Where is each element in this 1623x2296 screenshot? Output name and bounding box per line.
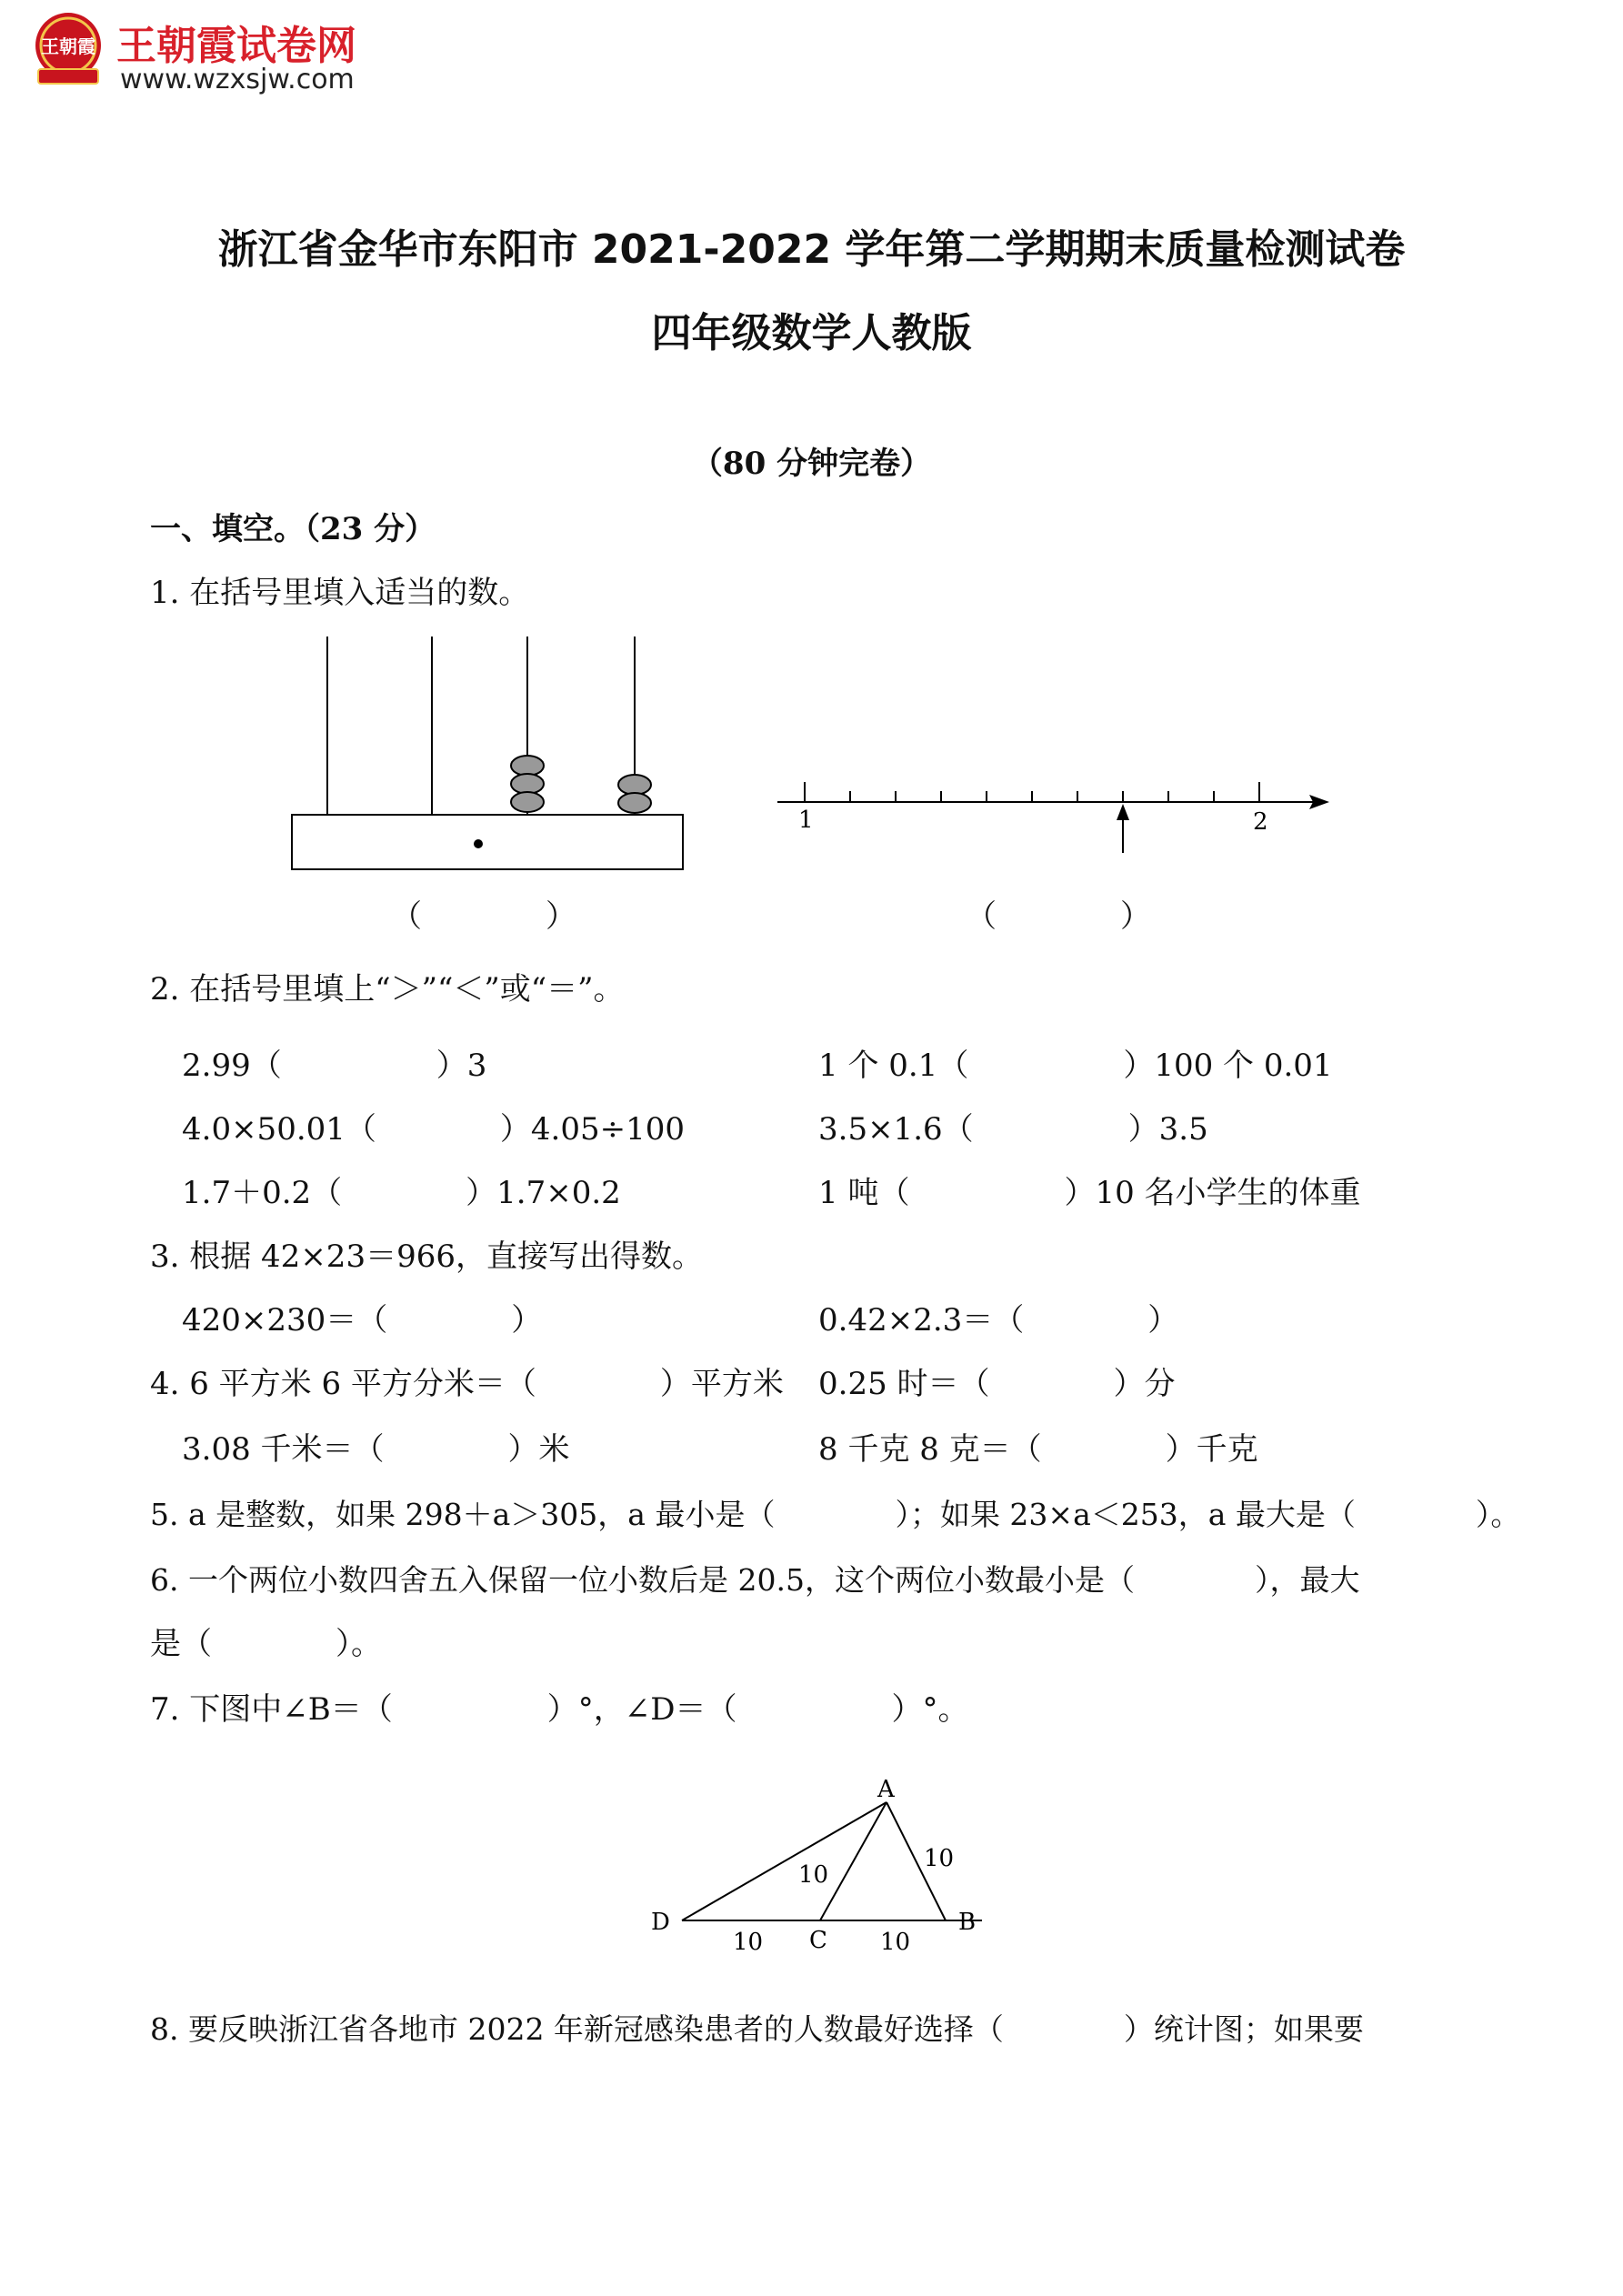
- question-3: 3. 根据 42×23＝966，直接写出得数。: [150, 1238, 703, 1275]
- question-6-cont[interactable]: 是（ ）。: [150, 1626, 382, 1662]
- compare-item[interactable]: 4.0×50.01（ ）4.05÷100: [182, 1111, 685, 1148]
- compare-item[interactable]: 2.99（ ）3: [182, 1048, 487, 1084]
- section-heading: 一、填空。（23 分）: [150, 511, 436, 547]
- question-7[interactable]: 7. 下图中∠B＝（ ）°，∠D＝（ ）°。: [150, 1691, 969, 1728]
- question-8[interactable]: 8. 要反映浙江省各地市 2022 年新冠感染患者的人数最好选择（ ）统计图；如果要: [150, 2011, 1364, 2047]
- unit-item[interactable]: 0.25 时＝（ ）分: [818, 1366, 1176, 1402]
- svg-text:C: C: [809, 1927, 827, 1954]
- page-subtitle: 四年级数学人教版: [651, 310, 972, 356]
- svg-text:1: 1: [798, 807, 814, 834]
- svg-text:B: B: [958, 1909, 977, 1936]
- svg-text:10: 10: [880, 1929, 911, 1956]
- abacus-figure: [289, 637, 689, 873]
- calc-item[interactable]: 420×230＝（ ）: [182, 1302, 543, 1338]
- unit-item[interactable]: 3.08 千米＝（ ）米: [182, 1431, 570, 1468]
- compare-item[interactable]: 3.5×1.6（ ）3.5: [818, 1111, 1208, 1148]
- question-6[interactable]: 6. 一个两位小数四舍五入保留一位小数后是 20.5，这个两位小数最小是（ ），最大: [150, 1562, 1360, 1598]
- number-line-figure: [773, 755, 1337, 864]
- abacus-answer-blank[interactable]: （ ）: [391, 898, 576, 935]
- question-1: 1. 在括号里填入适当的数。: [150, 575, 530, 611]
- compare-item[interactable]: 1 吨（ ）10 名小学生的体重: [818, 1175, 1361, 1211]
- question-2: 2. 在括号里填上“＞”“＜”或“＝”。: [150, 971, 625, 1008]
- svg-text:王朝霞: 王朝霞: [41, 35, 95, 57]
- triangle-figure: [636, 1764, 1000, 1964]
- arrow-up-icon: [1117, 804, 1129, 820]
- compare-item[interactable]: 1 个 0.1（ ）100 个 0.01: [818, 1048, 1333, 1084]
- svg-text:10: 10: [733, 1929, 764, 1956]
- svg-text:2: 2: [1253, 808, 1268, 836]
- calc-item[interactable]: 0.42×2.3＝（ ）: [818, 1302, 1179, 1338]
- svg-text:D: D: [651, 1909, 670, 1936]
- question-5[interactable]: 5. a 是整数，如果 298＋a＞305，a 最小是（ ）；如果 23×a＜253，a 最大是（ ）。: [150, 1497, 1521, 1532]
- number-line-answer-blank[interactable]: （ ）: [966, 898, 1151, 935]
- brand-name: 王朝霞试卷网: [116, 23, 356, 69]
- site-url[interactable]: www.wzxsjw.com: [120, 64, 355, 95]
- unit-item[interactable]: 4. 6 平方米 6 平方分米＝（ ）平方米: [150, 1366, 784, 1402]
- svg-text:10: 10: [924, 1845, 955, 1872]
- unit-item[interactable]: 8 千克 8 克＝（ ）千克: [818, 1431, 1258, 1468]
- abacus-beads: [511, 756, 651, 813]
- page-title: 浙江省金华市东阳市 2021-2022 学年第二学期期末质量检测试卷: [217, 226, 1406, 273]
- logo-seal-icon: [29, 9, 107, 87]
- site-logo: [29, 9, 107, 87]
- compare-item[interactable]: 1.7＋0.2（ ）1.7×0.2: [182, 1175, 621, 1211]
- svg-text:10: 10: [798, 1861, 829, 1889]
- svg-text:A: A: [877, 1776, 895, 1803]
- time-note: （80 分钟完卷）: [691, 446, 932, 482]
